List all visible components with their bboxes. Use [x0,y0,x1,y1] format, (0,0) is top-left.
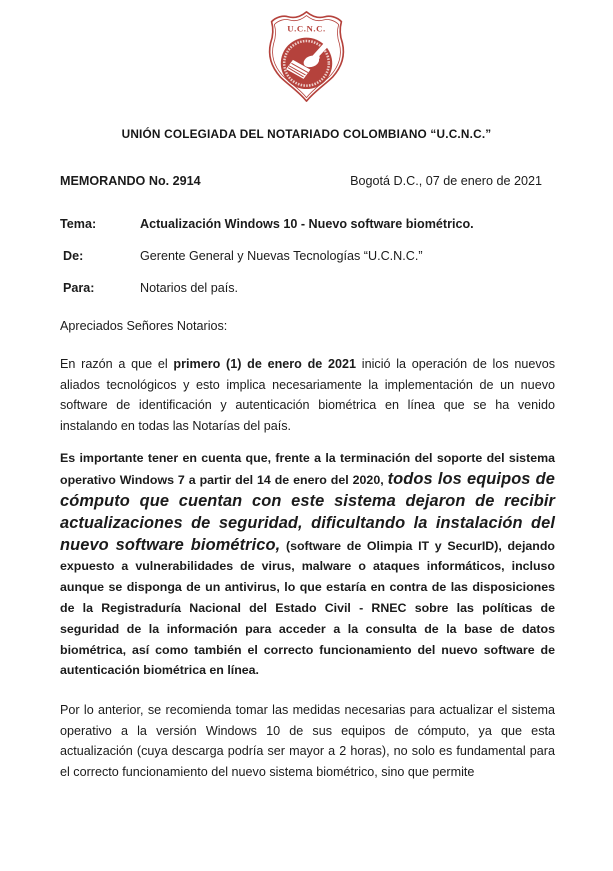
field-value-para: Notarios del país. [140,281,239,295]
org-title: UNIÓN COLEGIADA DEL NOTARIADO COLOMBIANO “U.C.N.C.” [121,127,492,141]
p2-run2-emphasis: todos los equipos de cómputo que cuentan con este sistema dejaron de recibir actualizaciones de seguridad, dificultando la instalación del nuevo software biométrico, [60,470,555,554]
memo-header-row [60,174,555,188]
ucnc-crest-logo [258,9,355,106]
paragraph-2 [60,448,555,681]
paragraph-1 [60,354,555,436]
field-row-de [60,249,555,263]
field-label-tema: Tema: [60,217,97,231]
field-value-tema: Actualización Windows 10 - Nuevo software biométrico. [140,217,474,231]
p1-run2-bold: primero (1) de enero de 2021 [173,357,357,371]
p1-run3: inició la operación de los nuevos aliados tecnológicos y esto implica necesariamente la implementación de un nuevo software de identificación y autenticación biométrica en línea que se ha venido instalando en todas las Notarías del país. [60,357,555,433]
paragraph-3: Por lo anterior, se recomienda tomar las medidas necesarias para actualizar el sistema operativo a la versión Windows 10 de sus equipos de cómputo, ya que esta actualización (cuya descarga podría ser mayor a 2 horas), no solo es fundamental para el correcto funcionamiento del nuevo sistema biométrico, sino que permite [60,703,555,779]
p2-run3: (software de Olimpia IT y SecurID), dejando expuesto a vulnerabilidades de virus, malware o ataques informáticos, incluso aunque se disponga de un antivirus, lo que estaría en contra de las disposiciones de la Registraduría Nacional del Estado Civil - RNEC sobre las políticas de seguridad de la información para acceder a la consulta de la base de datos biométrica, así como también el correcto funcionamiento del nuevo software de autenticación biométrica en línea. [60,538,555,678]
field-value-de: Gerente General y Nuevas Tecnologías “U.C.N.C.” [140,249,423,263]
p2-run1: Es importante tener en cuenta que, frente a la terminación del soporte del sistema operativo Windows 7 a partir del 14 de enero del 2020, [60,451,555,488]
field-row-tema [60,217,555,231]
field-row-para [60,281,555,295]
memo-fields [60,217,555,295]
crest-monogram: U.C.N.C. [287,23,326,34]
memo-number: MEMORANDO No. 2914 [60,174,201,188]
greeting-line: Apreciados Señores Notarios: [60,319,228,333]
p1-run1: En razón a que el [60,357,174,371]
field-label-para: Para: [63,281,95,295]
field-label-de: De: [63,249,84,263]
memo-date: Bogotá D.C., 07 de enero de 2021 [350,174,542,188]
